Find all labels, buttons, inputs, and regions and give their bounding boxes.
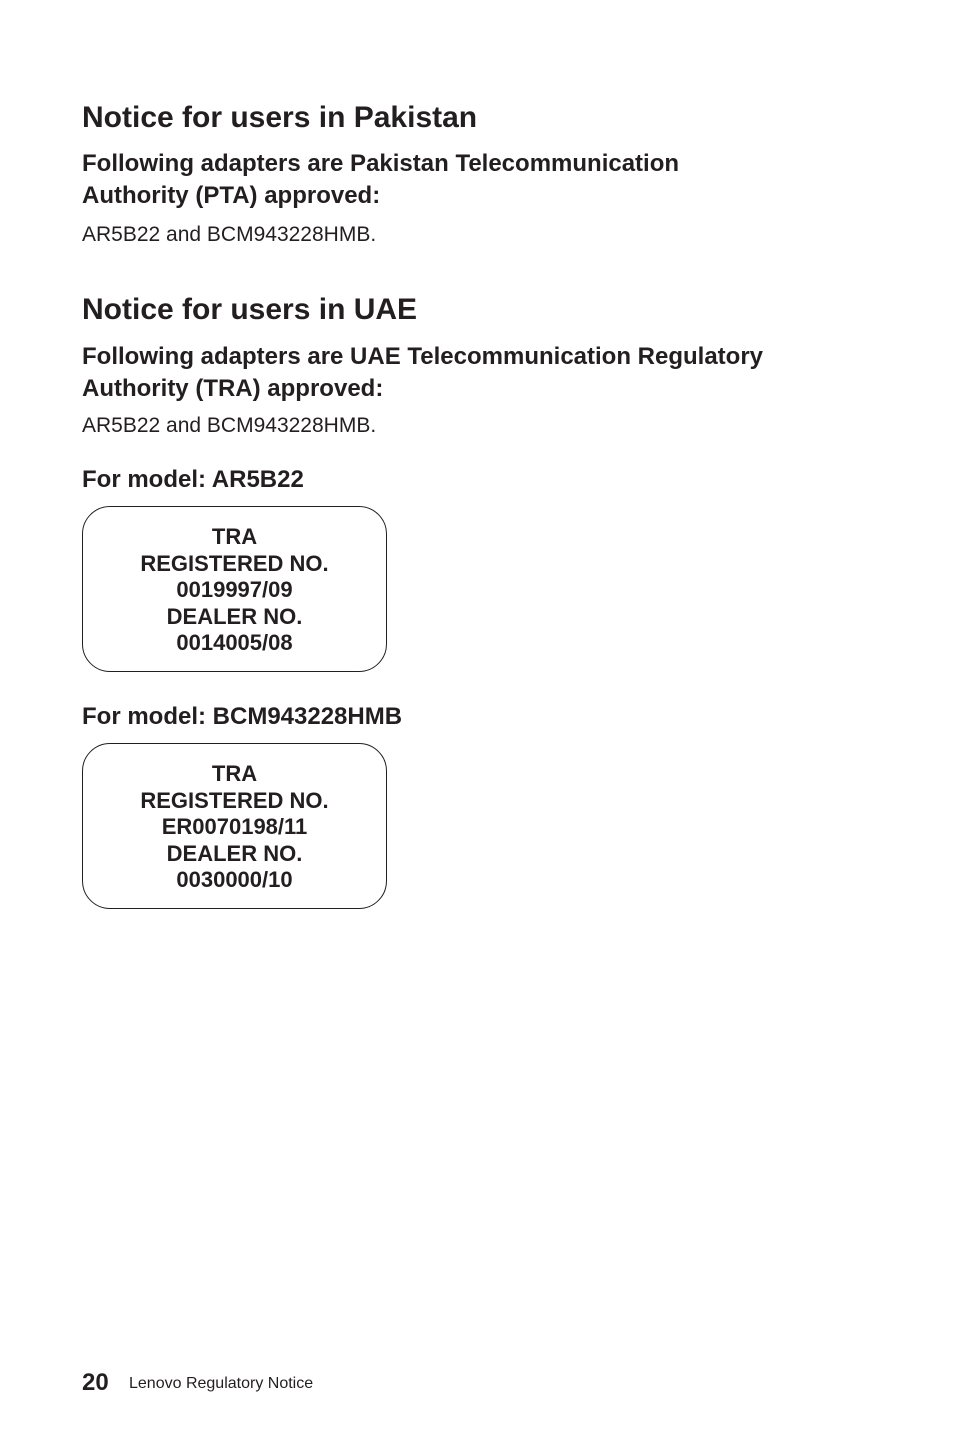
pakistan-heading: Notice for users in Pakistan [82,101,478,134]
model-label-bcm943228hmb: For model: BCM943228HMB [82,703,403,730]
tra-label-box-bcm943228hmb [82,743,387,909]
dealer-no-value: 0014005/08 [176,630,293,655]
uae-subheading-line1: Following adapters are UAE Telecommunication Regulatory [82,343,764,370]
dealer-no-label: DEALER NO. [166,603,303,629]
registered-no-label: REGISTERED NO. [140,550,329,576]
model-label-ar5b22: For model: AR5B22 [82,466,304,493]
pakistan-subheading-line1: Following adapters are Pakistan Telecommunication [82,150,680,177]
tra-label-box-ar5b22 [82,506,387,672]
registered-no-label: REGISTERED NO. [140,787,329,813]
uae-body: AR5B22 and BCM943228HMB. [82,414,377,437]
tra-label-line: TRA [211,761,258,786]
pakistan-body: AR5B22 and BCM943228HMB. [82,223,377,246]
registered-no-value: ER0070198/11 [161,814,308,839]
uae-heading: Notice for users in UAE [82,293,418,326]
dealer-no-label: DEALER NO. [166,840,303,866]
uae-subheading-line2: Authority (TRA) approved: [82,375,384,402]
dealer-no-value: 0030000/10 [176,867,293,892]
registered-no-value: 0019997/09 [176,577,293,602]
tra-label-line: TRA [211,524,258,549]
footer-title: Lenovo Regulatory Notice [129,1375,314,1392]
pakistan-subheading-line2: Authority (PTA) approved: [82,182,381,209]
page-number: 20 [82,1369,109,1396]
